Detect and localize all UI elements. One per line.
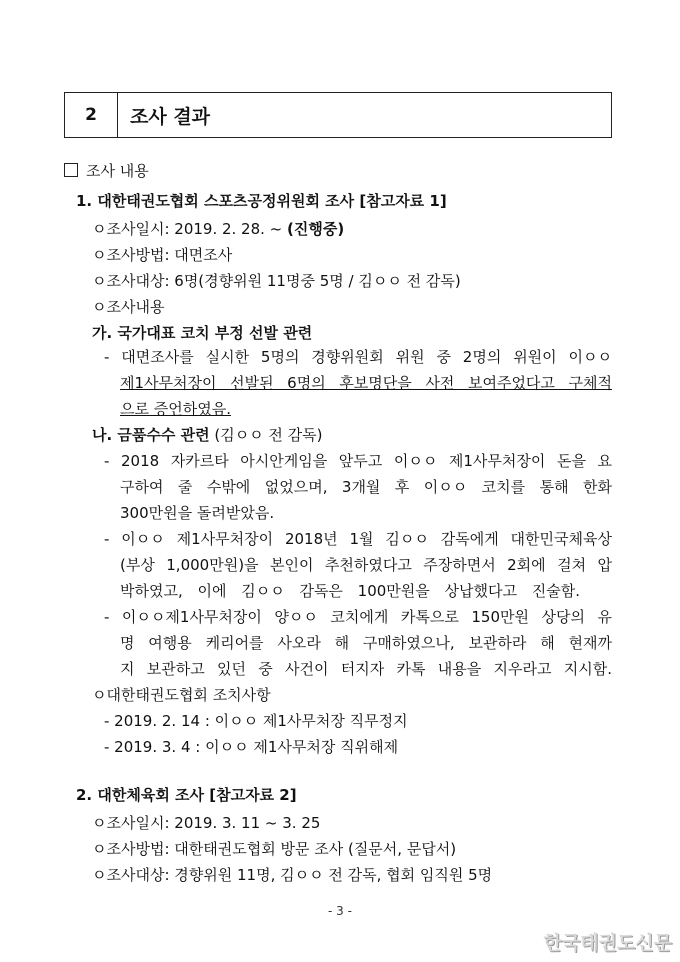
watermark-logo: 한국태권도신문 bbox=[543, 932, 672, 954]
na-line: - 2018 자카르타 아시안게임을 앞두고 이ㅇㅇ 제1사무처장이 돈을 요 bbox=[104, 452, 612, 470]
part2-item: ㅇ조사대상: 경향위원 11명, 김ㅇㅇ 전 감독, 협회 임직원 5명 bbox=[92, 866, 493, 884]
sub-heading-ga: 가. 국가대표 코치 부정 선발 관련 bbox=[92, 324, 313, 342]
part1-item-method: ㅇ조사방법: 대면조사 bbox=[92, 246, 233, 264]
na-line: 박하였고, 이에 김ㅇㅇ 감독은 100만원을 상납했다고 진술함. bbox=[120, 582, 580, 600]
part1-title: 1. 대한태권도협회 스포츠공정위원회 조사 [참고자료 1] bbox=[76, 192, 447, 210]
section-header bbox=[64, 92, 612, 138]
sub-heading-na: 나. 금품수수 관련 (김ㅇㅇ 전 감독) bbox=[92, 426, 323, 444]
na-line: - 이ㅇㅇ제1사무처장이 양ㅇㅇ 코치에게 카톡으로 150만원 상당의 유 bbox=[104, 608, 612, 626]
part1-item-date: ㅇ조사일시: 2019. 2. 28. ~ (진행중) bbox=[92, 220, 345, 238]
measure-item: - 2019. 3. 4 : 이ㅇㅇ 제1사무처장 직위해제 bbox=[104, 738, 399, 756]
survey-heading: 조사 내용 bbox=[64, 160, 149, 182]
na-line: (부상 1,000만원)을 본인이 추천하였다고 주장하면서 2회에 걸쳐 압 bbox=[120, 556, 612, 574]
ga-line: 제1사무처장이 선발된 6명의 후보명단을 사전 보여주었다고 구체적 bbox=[120, 374, 612, 392]
checkbox-icon bbox=[64, 163, 78, 177]
na-line: 지 보관하고 있던 중 사건이 터지자 카톡 내용을 지우라고 지시함. bbox=[120, 660, 612, 678]
part2-item: ㅇ조사방법: 대한태권도협회 방문 조사 (질문서, 문답서) bbox=[92, 840, 457, 858]
part2-title: 2. 대한체육회 조사 [참고자료 2] bbox=[76, 786, 297, 804]
section-number: 2 bbox=[65, 93, 118, 137]
part2-item: ㅇ조사일시: 2019. 3. 11 ~ 3. 25 bbox=[92, 814, 321, 832]
measure-item: - 2019. 2. 14 : 이ㅇㅇ 제1사무처장 직무정지 bbox=[104, 712, 408, 730]
na-line: - 이ㅇㅇ 제1사무처장이 2018년 1월 김ㅇㅇ 감독에게 대한민국체육상 bbox=[104, 530, 612, 548]
page-number: - 3 - bbox=[328, 904, 352, 918]
section-title: 조사 결과 bbox=[130, 105, 211, 128]
part1-item-content: ㅇ조사내용 bbox=[92, 298, 165, 316]
ga-line: 으로 증언하였음. bbox=[120, 400, 231, 418]
part1-item-target: ㅇ조사대상: 6명(경향위원 11명중 5명 / 김ㅇㅇ 전 감독) bbox=[92, 272, 461, 290]
ga-line: - 대면조사를 실시한 5명의 경향위원회 위원 중 2명의 위원이 이ㅇㅇ bbox=[104, 348, 612, 366]
na-line: 구하여 줄 수밖에 없었으며, 3개월 후 이ㅇㅇ 코치를 통해 한화 bbox=[120, 478, 612, 496]
na-line: 300만원을 돌려받았음. bbox=[120, 504, 275, 522]
measures-title: ㅇ대한태권도협회 조치사항 bbox=[92, 686, 271, 704]
na-line: 명 여행용 케리어를 사오라 해 구매하였으나, 보관하라 해 현재까 bbox=[120, 634, 612, 652]
